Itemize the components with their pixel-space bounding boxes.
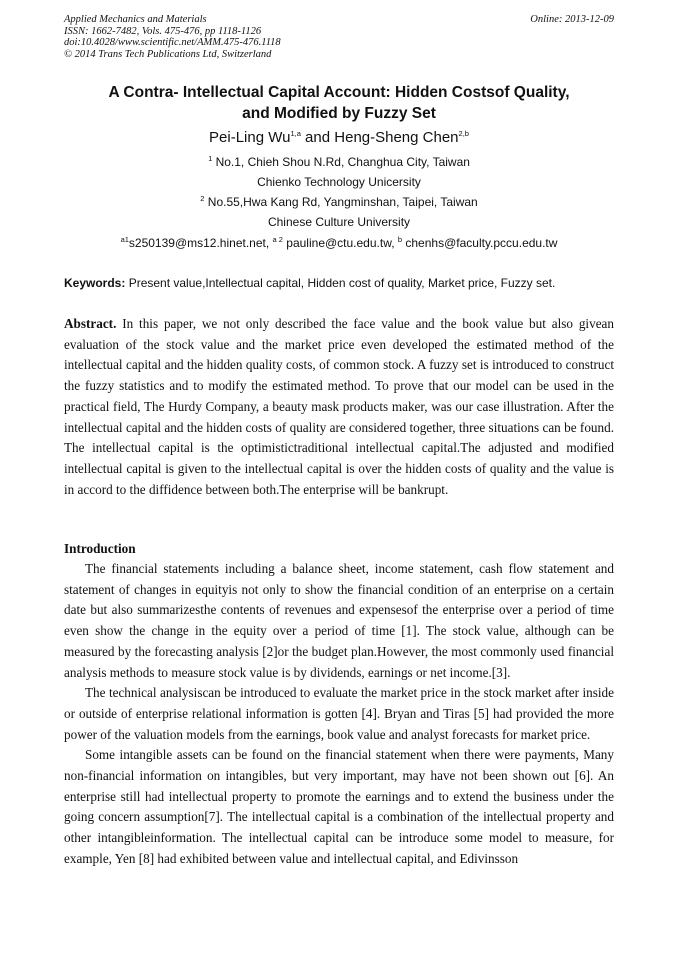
introduction-section [64, 559, 614, 870]
author-1-name: Pei-Ling Wu [209, 129, 291, 146]
abstract-label: Abstract. [64, 316, 117, 331]
email-a2-sup: a 2 [272, 235, 283, 244]
email-b: chenhs@faculty.pccu.edu.tw [402, 236, 558, 250]
abstract-text: In this paper, we not only described the face value and the book value but also givean evaluation of the stock value and the market price even developed the estimated method of the intellectual capital and the hidden quality costs, of common stock. A fuzzy set is introduced to construct the fuzzy statistics and to modify the estimated method. To prove that our model can be used in the practical field, The Hurdy Company, a beauty mask products maker, was our case illustration. After the intellectual capital and the hidden costs of quality are considered together, three situations can be found. The intellectual capital is the optimistictraditional intellectual capital.The adjusted and modified intellectual capital is given to the intellectual capital is over the hidden costs of quality and the value is in accord to the diffidence between both.The enterprise will be bankrupt. [64, 316, 614, 497]
affiliation-2-sup: 2 [200, 194, 205, 203]
journal-header [64, 14, 614, 60]
affiliation-2-institution [64, 215, 614, 229]
email-a: s250139@ms12.hinet.net, [128, 236, 273, 250]
affiliation-2-text: No.55,Hwa Kang Rd, Yangminshan, Taipei, Taiwan [204, 195, 478, 209]
affiliation-1-institution-text: Chienko Technology Unicersity [257, 175, 421, 189]
author-list [64, 128, 614, 148]
paper-title [64, 82, 614, 124]
email-b-sup: b [397, 235, 403, 244]
author-2-sup: 2,b [458, 129, 469, 138]
author-2-name: Heng-Sheng Chen [334, 129, 459, 146]
introduction-heading: Introduction [64, 541, 136, 556]
online-date: Online: 2013-12-09 [530, 14, 614, 25]
abstract-paragraph [64, 314, 614, 500]
intro-paragraph-1: The financial statements including a balance sheet, income statement, cash flow statement and statement of changes in equityis not only to show the financial condition of an enterprise on a certain date but also summarizesthe contents of revenues and expensesof the enterprise over a period of time even show the change in the equity over a period of time [1]. The stock value, although can be measured by the forecasting analysis [2]or the budget plan.However, the most commonly used financial analysis methods to measure stock value is by dividends, earnings or net income.[3]. [64, 561, 614, 680]
affiliation-1-institution [64, 175, 614, 189]
author-conjunction: and [300, 129, 335, 146]
email-a2: pauline@ctu.edu.tw, [282, 236, 398, 250]
affiliation-1-address [64, 155, 614, 169]
journal-name: Applied Mechanics and Materials [64, 14, 207, 25]
title-line-2: and Modified by Fuzzy Set [242, 105, 436, 122]
issn-line: ISSN: 1662-7482, Vols. 475-476, pp 1118-1126 [64, 25, 262, 37]
keywords-label: Keywords: [64, 276, 126, 290]
keywords-text: Present value,Intellectual capital, Hidden cost of quality, Market price, Fuzzy set. [125, 276, 556, 290]
email-a-sup: a1 [120, 235, 129, 244]
affiliation-1-sup: 1 [208, 154, 213, 163]
author-1-sup: 1,a [290, 129, 301, 138]
intro-paragraph-3: Some intangible assets can be found on the financial statement when there were payments, Many non-financial information on intangibles, but very important, may have not been shown out [6]. An enterprise still had intellectual property to promote the earnings and to extend the business under the going concern assumption[7]. The intellectual capital is a combination of the intellectual property and other intangibleinformation. The intellectual capital can be introduce some model to measure, for example, Yen [8] had exhibited between value and intellectual capital, and Edivinsson [64, 747, 614, 866]
title-line-1: A Contra- Intellectual Capital Account: Hidden Costsof Quality, [108, 84, 570, 101]
abstract-section [64, 314, 614, 500]
intro-paragraph-2: The technical analysiscan be introduced to evaluate the market price in the stock market after inside or outside of enterprise relational information is gotten [4]. Bryan and Tiras [5] had provided the more power of the valuation models from the earnings, book value and analyst forecasts for market price. [64, 685, 614, 742]
affiliation-1-text: No.1, Chieh Shou N.Rd, Changhua City, Taiwan [212, 155, 470, 169]
keywords-line [64, 276, 614, 290]
affiliation-2-address [64, 195, 614, 209]
affiliation-2-institution-text: Chinese Culture University [267, 215, 411, 229]
doi-line: doi:10.4028/www.scientific.net/AMM.475-476.1118 [64, 37, 281, 48]
copyright-line: © 2014 Trans Tech Publications Ltd, Switzerland [64, 48, 272, 60]
email-line [64, 236, 614, 250]
